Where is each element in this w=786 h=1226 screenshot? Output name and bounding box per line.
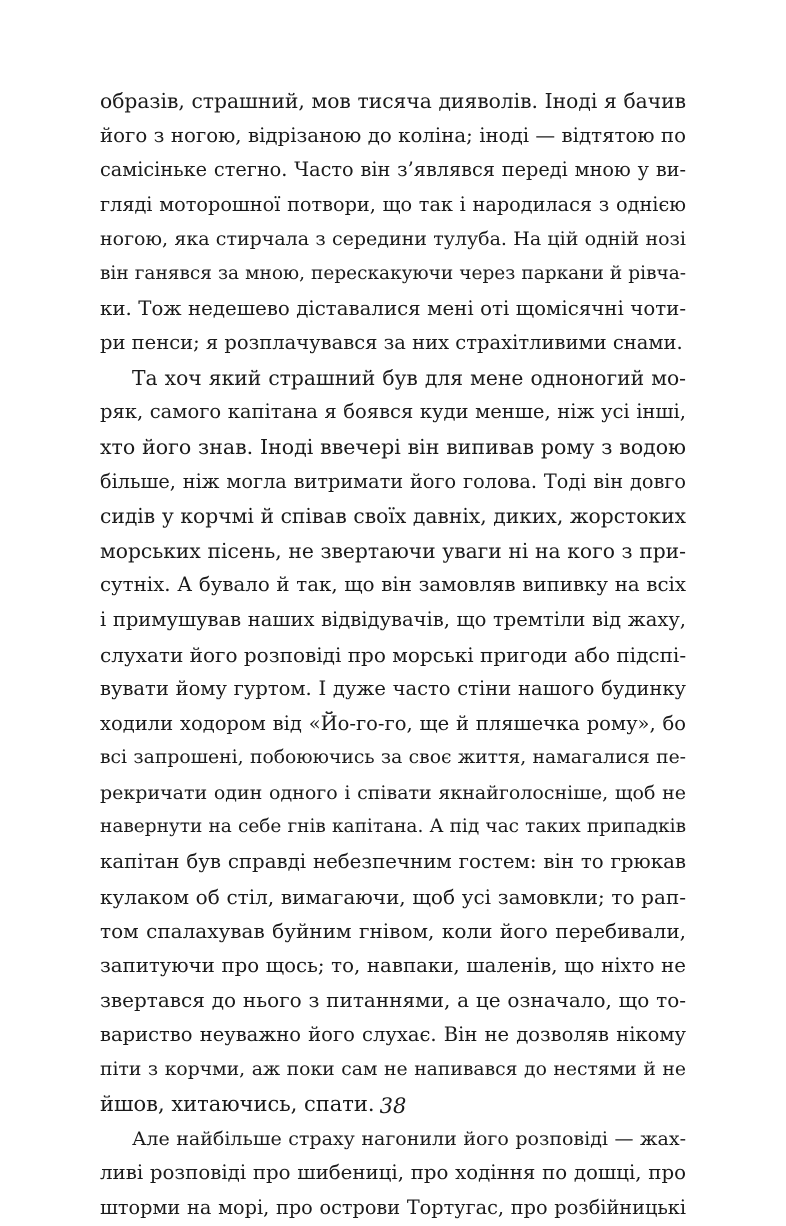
text-line: вариство неуважно його слухає. Він не дозволяв нікому	[100, 1023, 686, 1047]
text-line: ходили ходором від «Йо-го-го, ще й пляшечка рому», бо	[100, 711, 686, 735]
text-line: сидів у корчмі й співав своїх давніх, диких, жорстоких	[100, 504, 686, 529]
text-line: ногою, яка стирчала з середини тулуба. На цій одній нозі	[100, 228, 686, 251]
text-line: Але найбільше страху нагонили його розповіді — жах-	[132, 1127, 686, 1150]
text-line: рекричати один одного і співати якнайголосніше, щоб не	[100, 781, 686, 804]
text-line: самісіньке стегно. Часто він з’являвся переді мною у ви-	[100, 158, 686, 182]
text-line: його з ногою, відрізаною до коліна; іноді — відтятою по	[100, 123, 686, 147]
text-line: запитуючи про щось; то, навпаки, шаленів, що ніхто не	[100, 953, 686, 977]
text-line: піти з корчми, аж поки сам не напивався до нестями й не	[100, 1058, 686, 1080]
text-line: більше, ніж могла витримати його голова. Тоді він довго	[100, 469, 686, 493]
text-line: хто його знав. Іноді ввечері він випивав рому з водою	[100, 434, 686, 459]
text-line: всі запрошені, побоюючись за своє життя, намагалися пе-	[100, 747, 686, 769]
text-line: образів, страшний, мов тисяча дияволів. Іноді я бачив	[100, 89, 686, 113]
text-line: гляді моторошної потвори, що так і народилася з однією	[100, 192, 686, 216]
page-number: 38	[379, 1094, 407, 1118]
text-line: кулаком об стіл, вимагаючи, щоб усі замовкли; то рап-	[100, 884, 686, 909]
text-line: капітан був справді небезпечним гостем: він то грюкав	[100, 850, 686, 874]
text-line: йшов, хитаючись, спати.	[100, 1092, 375, 1117]
text-line: морських пісень, не звертаючи уваги ні на кого з при-	[100, 538, 686, 563]
text-line: він ганявся за мною, перескакуючи через паркани й рівча-	[100, 262, 686, 284]
text-line: том спалахував буйним гнівом, коли його перебивали,	[100, 919, 686, 944]
text-line: слухати його розповіді про морські пригоди або підспі-	[100, 642, 687, 667]
text-line: сутніх. А бувало й так, що він замовляв випивку на всіх	[100, 573, 686, 597]
text-line: ряк, самого капітана я боявся куди менше, ніж усі інші,	[100, 400, 686, 424]
text-line: навернути на себе гнів капітана. А під час таких припадків	[100, 816, 686, 838]
text-line: ри пенси; я розплачувався за них страхітливими снами.	[100, 331, 683, 355]
text-line: звертався до нього з питаннями, а це означало, що то-	[100, 988, 686, 1013]
text-line: і примушував наших відвідувачів, що тремтіли від жаху,	[100, 607, 686, 631]
text-line: шторми на морі, про острови Тортугас, про розбійницькі	[100, 1196, 686, 1219]
text-line: ки. Тож недешево діставалися мені оті щомісячні чоти-	[100, 296, 686, 320]
text-line: вувати йому гуртом. І дуже часто стіни нашого будинку	[100, 677, 686, 701]
page-body	[100, 84, 686, 1226]
text-line: Та хоч який страшний був для мене одноногий мо-	[132, 365, 686, 390]
text-line: ливі розповіді про шибениці, про ходіння по дошці, про	[100, 1161, 686, 1185]
